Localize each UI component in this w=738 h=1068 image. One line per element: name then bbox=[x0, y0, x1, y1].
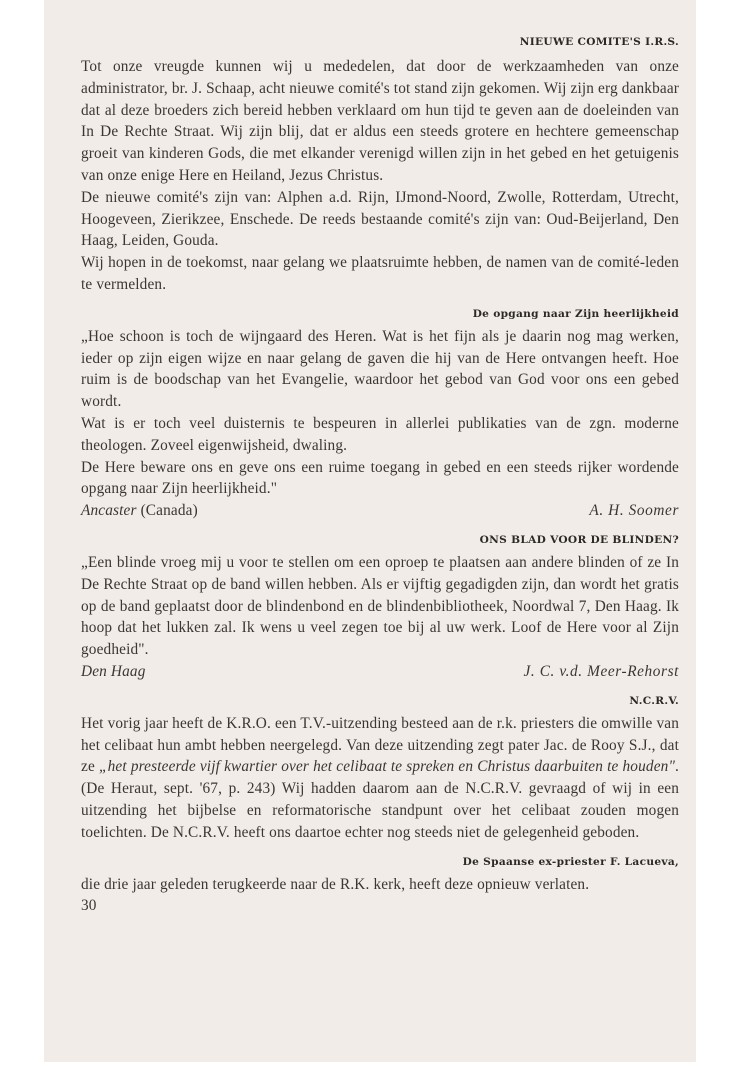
paragraph: Wat is er toch veel duisternis te bespeuren in allerlei publikaties van de zgn. moderne theologen. Zoveel eigenwijsheid, dwaling. bbox=[81, 414, 679, 454]
paragraph: „Een blinde vroeg mij u voor te stellen om een oproep te plaatsen aan andere blinden of ze In De Rechte Straat op de band willen hebben. Als er vijftig gegadigden zijn, dan wordt het gratis op de band geplaatst door de blindenbond en de blindenbibliotheek, Noordwal 7, Den Haag. Ik hoop dat het lukken zal. Ik wens u veel zegen toe bij al uw werk. Loof de Here voor al Zijn goedheid". bbox=[81, 553, 679, 659]
section-heading-blinden: ONS BLAD VOOR DE BLINDEN? bbox=[479, 533, 679, 546]
signature-country: (Canada) bbox=[140, 502, 198, 520]
signature-location bbox=[81, 500, 198, 522]
page-number: 30 bbox=[81, 897, 97, 915]
paragraph: De Here beware ons en geve ons een ruime toegang in gebed en een steeds rijker wordende opgang naar Zijn heerlijkheid." bbox=[81, 458, 679, 498]
paragraph bbox=[81, 713, 679, 844]
paragraph: „Hoe schoon is toch de wijngaard des Heren. Wat is het fijn als je daarin nog mag werken, ieder op zijn eigen wijze en naar gelang de gaven die hij van de Here ontvangen heeft. Hoe ruim is de boodschap van het Evangelie, waardoor het gebod van God voor ons een gebed wordt. bbox=[81, 327, 679, 411]
signature-line bbox=[81, 500, 679, 522]
section-heading-ncrv: N.C.R.V. bbox=[629, 694, 679, 707]
paragraph: Wij hopen in de toekomst, naar gelang we plaatsruimte hebben, de namen van de comité-leden te vermelden. bbox=[81, 254, 679, 293]
paragraph-text: Het vorig jaar heeft de K.R.O. een T.V.-uitzending besteed aan de r.k. priesters die omwille van het celibaat hun ambt hebben neergelegd. Van deze uitzending zegt pater Jac. de Rooy S.J., dat ze bbox=[81, 714, 679, 776]
signature-line bbox=[81, 661, 679, 683]
paragraph: De nieuwe comité's zijn van: Alphen a.d. Rijn, IJmond-Noord, Zwolle, Rotterdam, Utrecht, Hoogeveen, Zierikzee, Enschede. De reeds bestaande comité's zijn van: Oud-Beijerland, Den Haag, Leiden, Gouda. bbox=[81, 188, 679, 250]
signature-place: Ancaster bbox=[81, 502, 137, 520]
signature-name: A. H. Soomer bbox=[589, 502, 679, 520]
section-heading-opgang: De opgang naar Zijn heerlijkheid bbox=[472, 307, 679, 320]
section-heading-nieuwe-comites: NIEUWE COMITE'S I.R.S. bbox=[519, 36, 679, 48]
section-heading-lacueva: De Spaanse ex-priester F. Lacueva, bbox=[462, 855, 679, 868]
paragraph: Tot onze vreugde kunnen wij u mededelen, dat door de werkzaamheden van onze administrator, br. J. Schaap, acht nieuwe comité's tot stand zijn gekomen. Wij zijn erg dankbaar dat al deze broeders zich bereid hebben verklaard om hun tijd te geven aan de doeleinden van In De Rechte Straat. Wij zijn blij, dat er aldus een steeds grotere en hechtere gemeenschap groeit van kinderen Gods, die met elkander verenigd willen zijn in het gebed en het getuigenis van onze enige Here en Heiland, Jezus Christus. bbox=[81, 58, 679, 184]
quote-text: „het presteerde vijf kwartier over het celibaat te spreken en Christus daarbuiten te houden" bbox=[98, 758, 676, 776]
signature-name: J. C. v.d. Meer-Rehorst bbox=[523, 662, 679, 680]
paragraph: die drie jaar geleden terugkeerde naar de R.K. kerk, heeft deze opnieuw verlaten. bbox=[81, 875, 590, 893]
document-page bbox=[44, 0, 696, 1062]
page-content bbox=[81, 22, 679, 917]
paragraph-text: . (De Heraut, sept. '67, p. 243) Wij hadden daarom aan de N.C.R.V. gevraagd of wij in een uitzending het bijbelse en reformatorische standpunt over het celibaat zouden mogen toelichten. De N.C.R.V. heeft ons daartoe echter nog steeds niet de gelegenheid geboden. bbox=[81, 758, 679, 841]
signature-place: Den Haag bbox=[81, 662, 146, 680]
